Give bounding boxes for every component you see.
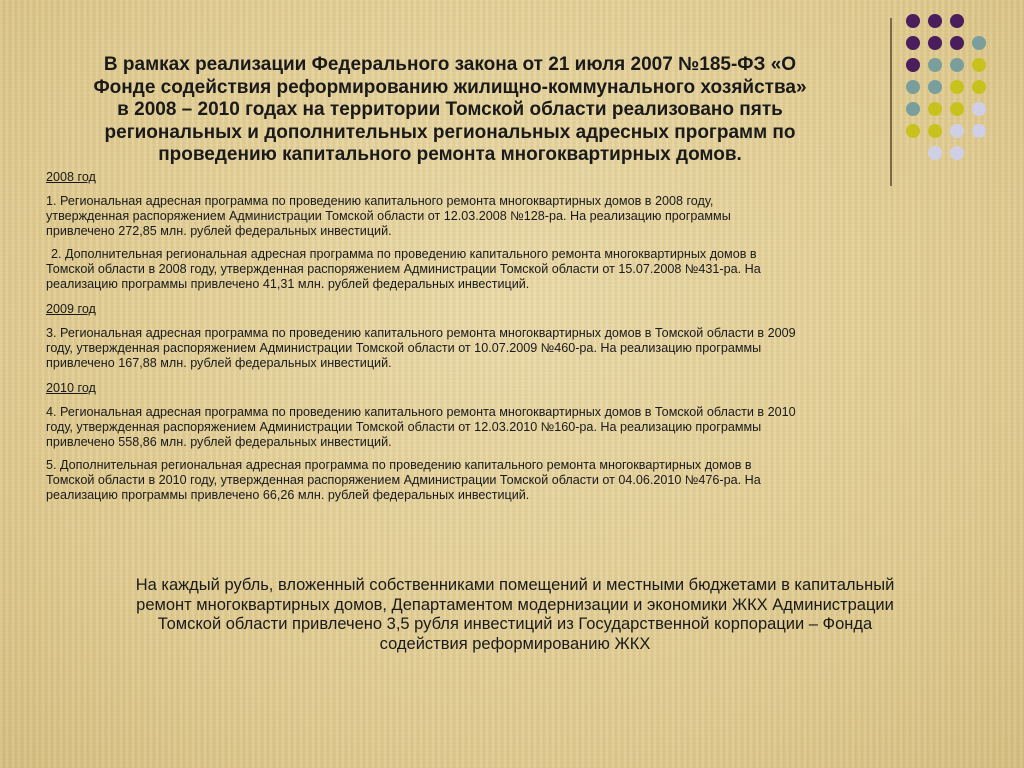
item-line: 3. Региональная адресная программа по проведению капитального ремонта многоквартирных домов в Томской области в 2009 <box>46 326 796 340</box>
year-heading-2010: 2010 год <box>46 381 96 395</box>
item-line: реализацию программы привлечено 66,26 млн. рублей федеральных инвестиций. <box>46 488 530 502</box>
decorative-dot <box>906 36 920 50</box>
decorative-dot <box>928 102 942 116</box>
decorative-dot <box>928 146 942 160</box>
summary-statement <box>40 576 990 654</box>
decorative-dot <box>906 80 920 94</box>
year-heading-2009: 2009 год <box>46 302 96 316</box>
decorative-dot <box>928 58 942 72</box>
program-item-2 <box>46 247 996 292</box>
item-line: привлечено 558,86 млн. рублей федеральных инвестиций. <box>46 435 392 449</box>
decorative-dot <box>972 36 986 50</box>
summary-line: содействия реформированию ЖКХ <box>379 634 651 653</box>
program-item-3 <box>46 326 996 371</box>
item-line: году, утвержденная распоряжением Администрации Томской области от 12.03.2010 №160-ра. На реализацию программы <box>46 420 762 434</box>
title-line: В рамках реализации Федерального закона от 21 июля 2007 №185-ФЗ «О <box>103 54 797 75</box>
item-line: привлечено 272,85 млн. рублей федеральных инвестиций. <box>46 224 392 238</box>
decorative-dot <box>928 36 942 50</box>
decorative-dot-grid <box>906 14 1016 174</box>
program-item-4 <box>46 405 996 450</box>
item-line: году, утвержденная распоряжением Администрации Томской области от 10.07.2009 №460-ра. На реализацию программы <box>46 341 762 355</box>
decorative-dot <box>972 80 986 94</box>
decorative-dot <box>906 14 920 28</box>
item-line: 4. Региональная адресная программа по проведению капитального ремонта многоквартирных домов в Томской области в 2010 <box>46 405 796 419</box>
decorative-dot <box>950 102 964 116</box>
decorative-dot <box>972 58 986 72</box>
decorative-dot <box>906 124 920 138</box>
decorative-dot <box>950 58 964 72</box>
item-line: Томской области в 2010 году, утвержденная распоряжением Администрации Томской области от 04.06.2010 №476-ра. На <box>46 473 761 487</box>
decorative-dot <box>950 80 964 94</box>
summary-line: Томской области привлечено 3,5 рубля инвестиций из Государственной корпорации – Фонда <box>157 615 873 633</box>
decorative-dot <box>950 146 964 160</box>
title-line: региональных и дополнительных региональных адресных программ по <box>104 121 796 143</box>
item-line: 5. Дополнительная региональная адресная программа по проведению капитального ремонта многоквартирных домов в <box>46 458 752 472</box>
decorative-dot <box>928 14 942 28</box>
decorative-dot <box>950 124 964 138</box>
title-line: проведению капитального ремонта многоквартирных домов. <box>158 144 742 165</box>
summary-line: На каждый рубль, вложенный собственниками помещений и местными бюджетами в капитальный <box>135 576 895 594</box>
item-line: реализацию программы привлечено 41,31 млн. рублей федеральных инвестиций. <box>46 277 530 291</box>
title-line: в 2008 – 2010 годах на территории Томской области реализовано пять <box>117 99 783 120</box>
item-line: утвержденная распоряжением Администрации Томской области от 12.03.2008 №128-ра. На реализацию программы <box>46 209 731 223</box>
program-item-5 <box>46 458 996 503</box>
item-line: 2. Дополнительная региональная адресная программа по проведению капитального ремонта многоквартирных домов в <box>51 247 757 261</box>
decorative-dot <box>972 124 986 138</box>
vertical-divider <box>890 18 892 186</box>
slide-title <box>60 54 840 167</box>
item-line: привлечено 167,88 млн. рублей федеральных инвестиций. <box>46 356 392 370</box>
year-heading-2008: 2008 год <box>46 170 96 184</box>
item-line: 1. Региональная адресная программа по проведению капитального ремонта многоквартирных домов в 2008 году, <box>46 194 714 208</box>
decorative-dot <box>928 80 942 94</box>
decorative-dot <box>906 102 920 116</box>
decorative-dot <box>928 124 942 138</box>
programs-list <box>46 170 996 508</box>
decorative-dot <box>906 58 920 72</box>
program-item-1 <box>46 194 996 239</box>
title-line: Фонде содействия реформированию жилищно-коммунального хозяйства» <box>93 76 807 98</box>
decorative-dot <box>972 102 986 116</box>
summary-line: ремонт многоквартирных домов, Департаментом модернизации и экономики ЖКХ Администрации <box>136 595 894 614</box>
decorative-dot <box>950 14 964 28</box>
item-line: Томской области в 2008 году, утвержденная распоряжением Администрации Томской области от 15.07.2008 №431-ра. На <box>46 262 761 276</box>
decorative-dot <box>950 36 964 50</box>
